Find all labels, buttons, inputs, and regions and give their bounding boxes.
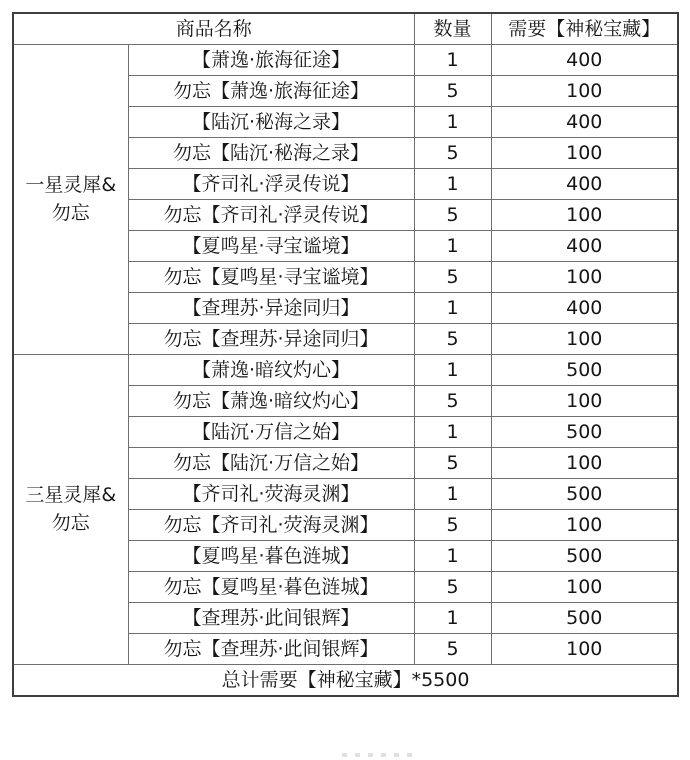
quantity-cell: 1 bbox=[414, 355, 491, 386]
item-name-cell: 【陆沉·万信之始】 bbox=[128, 417, 414, 448]
quantity-cell: 5 bbox=[414, 386, 491, 417]
cost-cell: 400 bbox=[491, 45, 678, 76]
cost-cell: 100 bbox=[491, 76, 678, 107]
group-label-cell bbox=[13, 45, 128, 355]
cost-cell: 100 bbox=[491, 262, 678, 293]
quantity-cell: 1 bbox=[414, 293, 491, 324]
quantity-cell: 5 bbox=[414, 138, 491, 169]
item-name-cell: 【萧逸·旅海征途】 bbox=[128, 45, 414, 76]
cost-cell: 100 bbox=[491, 386, 678, 417]
cost-cell: 100 bbox=[491, 324, 678, 355]
quantity-cell: 1 bbox=[414, 541, 491, 572]
item-name-cell: 勿忘【陆沉·秘海之录】 bbox=[128, 138, 414, 169]
item-name-cell: 【夏鸣星·寻宝谧境】 bbox=[128, 231, 414, 262]
item-name-cell: 勿忘【查理苏·此间银辉】 bbox=[128, 634, 414, 665]
item-name-cell: 勿忘【萧逸·旅海征途】 bbox=[128, 76, 414, 107]
cost-cell: 400 bbox=[491, 293, 678, 324]
item-name-cell: 勿忘【齐司礼·荧海灵渊】 bbox=[128, 510, 414, 541]
group-label-line: 勿忘 bbox=[51, 201, 90, 224]
quantity-cell: 1 bbox=[414, 417, 491, 448]
quantity-cell: 1 bbox=[414, 479, 491, 510]
item-name-cell: 勿忘【夏鸣星·寻宝谧境】 bbox=[128, 262, 414, 293]
header-product-name: 商品名称 bbox=[13, 13, 414, 45]
cost-cell: 100 bbox=[491, 138, 678, 169]
quantity-cell: 5 bbox=[414, 324, 491, 355]
group-label-line: 三星灵犀& bbox=[25, 483, 117, 506]
cutoff-text-fragment bbox=[342, 753, 420, 757]
quantity-cell: 5 bbox=[414, 572, 491, 603]
item-name-cell: 【齐司礼·荧海灵渊】 bbox=[128, 479, 414, 510]
item-name-cell: 【查理苏·此间银辉】 bbox=[128, 603, 414, 634]
item-name-cell: 勿忘【齐司礼·浮灵传说】 bbox=[128, 200, 414, 231]
quantity-cell: 1 bbox=[414, 603, 491, 634]
quantity-cell: 5 bbox=[414, 448, 491, 479]
table-row bbox=[13, 45, 678, 76]
cost-cell: 100 bbox=[491, 200, 678, 231]
quantity-cell: 1 bbox=[414, 45, 491, 76]
quantity-cell: 5 bbox=[414, 262, 491, 293]
item-name-cell: 【齐司礼·浮灵传说】 bbox=[128, 169, 414, 200]
header-row bbox=[13, 13, 678, 45]
quantity-cell: 5 bbox=[414, 634, 491, 665]
item-name-cell: 勿忘【陆沉·万信之始】 bbox=[128, 448, 414, 479]
total-cost-label: 总计需要【神秘宝藏】*5500 bbox=[13, 665, 678, 697]
item-name-cell: 【查理苏·异途同归】 bbox=[128, 293, 414, 324]
quantity-cell: 5 bbox=[414, 200, 491, 231]
table-row bbox=[13, 355, 678, 386]
quantity-cell: 1 bbox=[414, 169, 491, 200]
item-name-cell: 勿忘【夏鸣星·暮色涟城】 bbox=[128, 572, 414, 603]
table-header bbox=[13, 13, 678, 45]
cost-cell: 500 bbox=[491, 541, 678, 572]
header-cost: 需要【神秘宝藏】 bbox=[491, 13, 678, 45]
goods-price-table bbox=[12, 12, 679, 697]
group-label-line: 勿忘 bbox=[51, 511, 90, 534]
item-name-cell: 勿忘【萧逸·暗纹灼心】 bbox=[128, 386, 414, 417]
cost-cell: 500 bbox=[491, 479, 678, 510]
table-footer bbox=[13, 665, 678, 697]
cost-cell: 500 bbox=[491, 603, 678, 634]
footer-row bbox=[13, 665, 678, 697]
header-quantity: 数量 bbox=[414, 13, 491, 45]
cost-cell: 500 bbox=[491, 355, 678, 386]
cost-cell: 500 bbox=[491, 417, 678, 448]
quantity-cell: 5 bbox=[414, 510, 491, 541]
cost-cell: 100 bbox=[491, 448, 678, 479]
item-name-cell: 【萧逸·暗纹灼心】 bbox=[128, 355, 414, 386]
item-name-cell: 【陆沉·秘海之录】 bbox=[128, 107, 414, 138]
quantity-cell: 1 bbox=[414, 107, 491, 138]
quantity-cell: 5 bbox=[414, 76, 491, 107]
cost-cell: 400 bbox=[491, 107, 678, 138]
group-label-cell bbox=[13, 355, 128, 665]
cost-cell: 100 bbox=[491, 634, 678, 665]
table-body bbox=[13, 45, 678, 665]
item-name-cell: 勿忘【查理苏·异途同归】 bbox=[128, 324, 414, 355]
cost-cell: 400 bbox=[491, 231, 678, 262]
item-name-cell: 【夏鸣星·暮色涟城】 bbox=[128, 541, 414, 572]
group-label-line: 一星灵犀& bbox=[25, 173, 117, 196]
cost-cell: 100 bbox=[491, 510, 678, 541]
cost-cell: 400 bbox=[491, 169, 678, 200]
cost-cell: 100 bbox=[491, 572, 678, 603]
quantity-cell: 1 bbox=[414, 231, 491, 262]
